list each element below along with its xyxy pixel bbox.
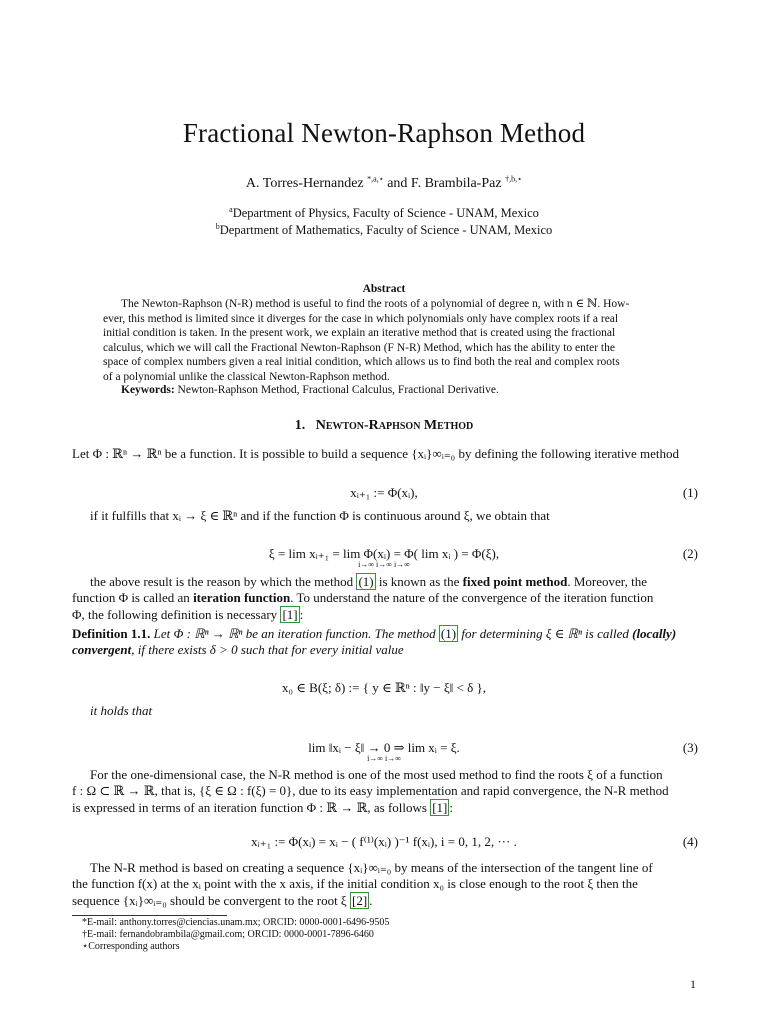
abstract-line: of a polynomial unlike the classical Newton-Raphson method. [103,370,390,383]
affiliation-b [0,223,768,238]
abstract-line: The Newton-Raphson (N-R) method is useful to find the roots of a polynomial of degree n, with n ∈ ℕ. How- [121,298,630,310]
author-conjunction: and [387,176,408,191]
definition-label: Definition 1.1. [72,626,151,641]
footnote-email-2: †E-mail: fernandobrambila@gmail.com; ORCID: 0000-0001-7896-6460 [82,929,374,940]
author-line [0,176,768,192]
abstract-heading: Abstract [362,283,406,295]
equation-reference-link[interactable]: (1) [358,574,374,589]
text-run: . Moreover, the [567,574,647,589]
section-number: 1. [294,418,306,433]
affiliation-b-text: Department of Mathematics, Faculty of Science - UNAM, Mexico [219,223,553,237]
paragraph-intro: Let Φ : ℝⁿ → ℝⁿ be a function. It is possible to build a sequence {xᵢ}∞ᵢ₌₀ by defining the following iterative method [72,446,680,461]
author-1: A. Torres-Hernandez [245,176,364,191]
page-number: 1 [690,977,696,991]
equation-reference-link[interactable]: (1) [440,626,457,641]
text-run: Φ, the following definition is necessary [72,606,281,622]
paragraph-nr-basis [72,860,698,909]
equation-3-number: (3) [682,740,698,755]
author-1-marks: *,a,⋆ [367,174,384,184]
text-run: the above result is the reason by which the method [90,574,357,589]
paragraph-fixed-point-line-1 [72,574,698,590]
text-run: . To understand the nature of the convergence of the iteration function [290,590,654,606]
affiliation-a-mark: a [229,204,233,214]
equation-2-limits: i→∞ i→∞ i→∞ [358,560,410,569]
equation-1-number: (1) [682,485,698,500]
bold-term: fixed point method [462,574,568,589]
citation-link[interactable]: [1] [282,606,298,622]
paragraph-fixed-point-line-2 [72,590,698,606]
footnote-rule [72,915,227,916]
section-title: Newton-Raphson Method [315,418,474,433]
citation-link[interactable]: [1] [432,799,448,815]
definition-line-1 [72,626,698,642]
abstract-line: space of complex numbers given a real initial condition, which allows us to find both the real and complex roots [103,356,620,368]
bold-term: iteration function [193,590,291,606]
bold-term: (locally) [632,626,677,641]
paragraph-line: f : Ω ⊂ ℝ → ℝ, that is, {ξ ∈ Ω : f(ξ) = 0}, due to its easy implementation and rapid convergence, the N-R method [72,783,669,799]
abstract-line: initial condition is taken. In the present work, we explain an iterative method that is created using the fractional [103,327,616,339]
bold-term: convergent [72,642,132,658]
text-run: is known as the [375,574,463,589]
footnote-corresponding: ⋆Corresponding authors [82,941,180,952]
text-run: . [369,892,373,908]
paragraph-continuity: if it fulfills that xᵢ → ξ ∈ ℝⁿ and if the function Φ is continuous around ξ, we obtain that [90,508,550,523]
section-heading [0,418,768,434]
abstract-line: ever, this method is limited since it diverges for the case in which polynomials only have complex roots if a real [103,312,619,325]
text-run: : [299,606,304,622]
equation-1: xᵢ₊₁ := Φ(xᵢ), [350,485,418,500]
text-run: , if there exists δ > 0 such that for every initial value [131,642,404,658]
paragraph-fixed-point [72,574,698,623]
paragraph-fixed-point-line-3 [72,607,698,623]
text-run: for determining ξ ∈ ℝⁿ is called [458,626,633,641]
footnote-email-1: *E-mail: anthony.torres@ciencias.unam.mx; ORCID: 0000-0001-6496-9505 [82,917,390,928]
paragraph-line: The N-R method is based on creating a sequence {xᵢ}∞ᵢ₌₀ by means of the intersection of the tangent line of [90,860,653,875]
text-run: : [449,799,454,815]
paragraph-one-dimensional [72,767,698,816]
affiliation-a-text: Department of Physics, Faculty of Science - UNAM, Mexico [232,206,539,220]
citation-link[interactable]: [2] [351,892,368,908]
paper-title: Fractional Newton-Raphson Method [182,118,586,148]
definition-line-2 [72,642,698,658]
holds-text: it holds that [90,703,153,718]
author-2-marks: †,b,⋆ [505,174,523,184]
equation-ball: x₀ ∈ B(ξ; δ) := { y ∈ ℝⁿ : ‖y − ξ‖ < δ }, [282,680,486,695]
paragraph-line [72,800,698,816]
equation-3-limits: i→∞ i→∞ [367,754,401,763]
abstract-line: calculus, which we will call the Fractional Newton-Raphson (F N-R) Method, which has the ability to enter the [103,341,615,354]
affiliation-b-mark: b [215,221,220,231]
text-run: is expressed in terms of an iteration function Φ : ℝ → ℝ, as follows [72,799,431,815]
text-run: Let Φ : ℝⁿ → ℝⁿ be an iteration function. The method [150,626,439,641]
definition-1-1 [72,626,698,659]
affiliation-a [0,206,768,221]
keywords-label: Keywords: [121,384,175,396]
author-2: F. Brambila-Paz [410,176,502,191]
abstract-body [103,297,665,384]
paragraph-line: the function f(x) at the xᵢ point with the x axis, if the initial condition x₀ is close enough to the root ξ then the [72,876,638,892]
keywords [121,384,499,396]
keywords-list: Newton-Raphson Method, Fractional Calculus, Fractional Derivative. [177,384,499,396]
paragraph-line [72,893,698,909]
equation-4: xᵢ₊₁ := Φ(xᵢ) = xᵢ − ( f⁽¹⁾(xᵢ) )⁻¹ f(xᵢ), i = 0, 1, 2, ··· . [251,834,517,849]
equation-2: ξ = lim xᵢ₊₁ = lim Φ(xᵢ) = Φ( lim xᵢ ) = Φ(ξ), [268,546,500,561]
equation-3: lim ‖xᵢ − ξ‖ → 0 ⇒ lim xᵢ = ξ. [308,740,460,755]
text-run: function Φ is called an [72,590,194,606]
text-run: sequence {xᵢ}∞ᵢ₌₀ should be convergent to the root ξ [72,892,350,908]
paragraph-line: For the one-dimensional case, the N-R method is one of the most used method to find the roots ξ of a function [90,767,663,782]
equation-2-number: (2) [682,546,698,561]
equation-4-number: (4) [682,834,698,849]
